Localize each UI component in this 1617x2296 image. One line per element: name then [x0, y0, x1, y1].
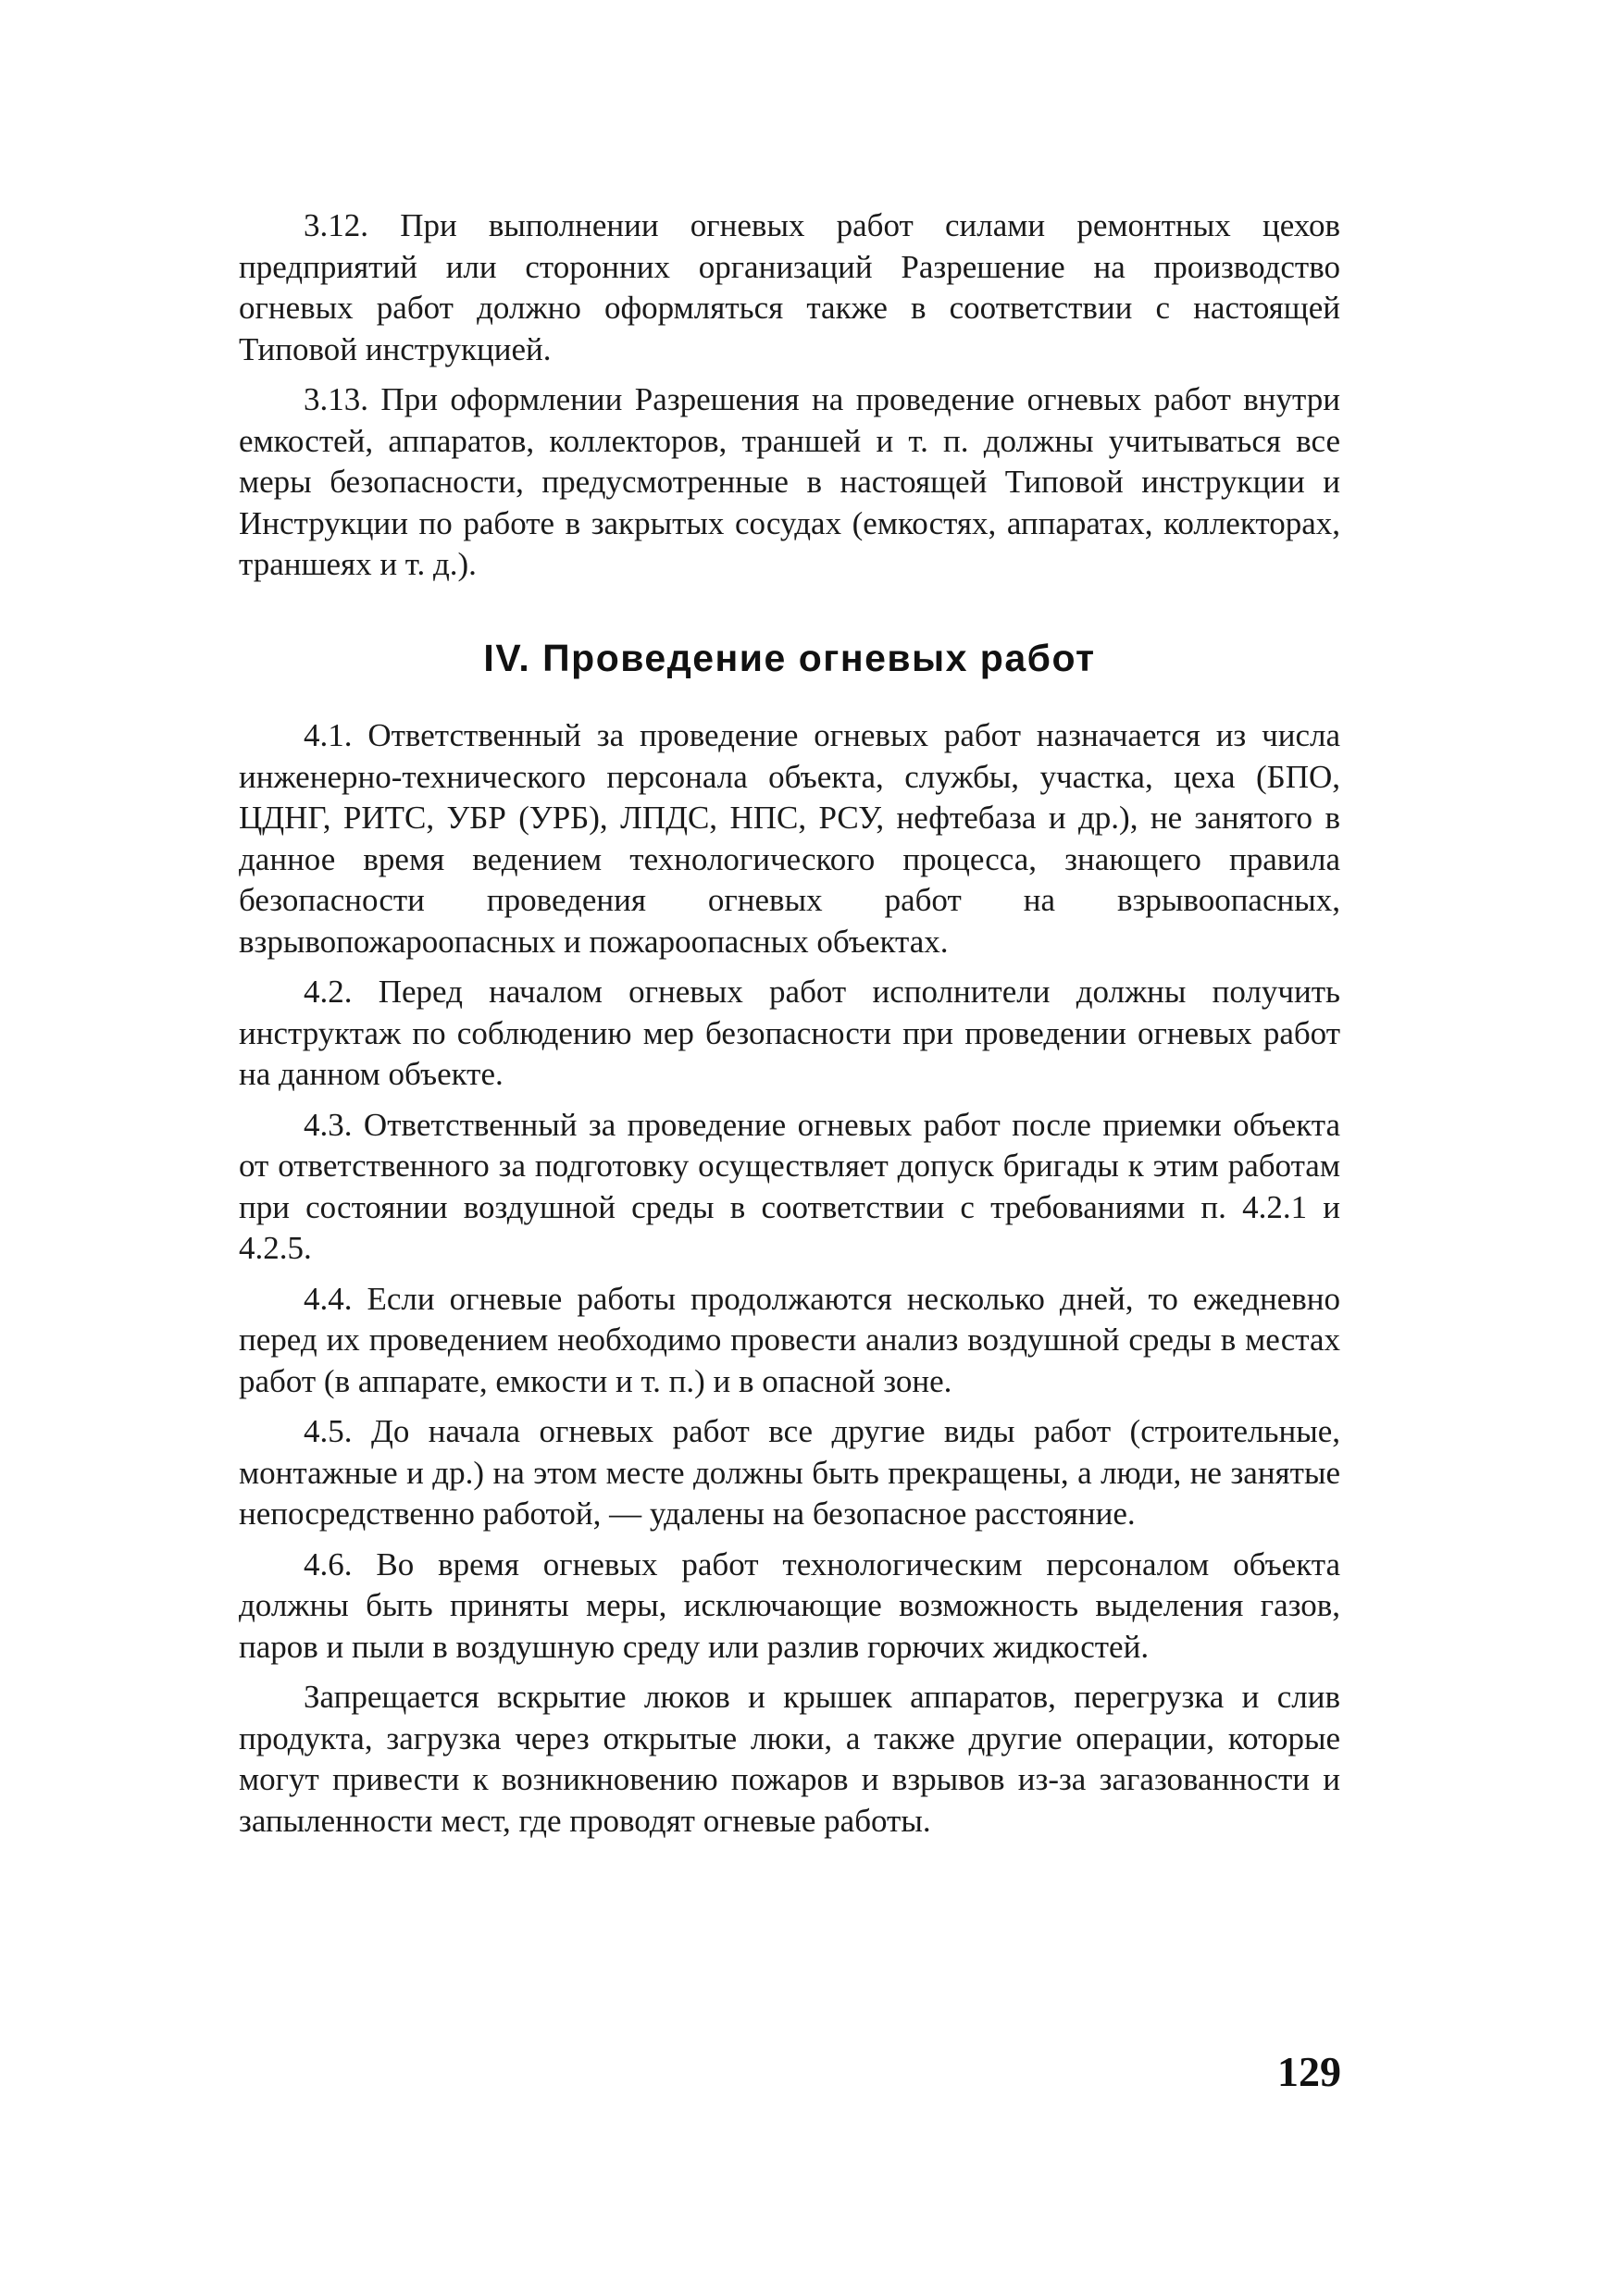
- paragraph-4-4: 4.4. Если огневые работы продолжаются несколько дней, то ежедневно перед их проведением необходимо провести анализ воздушной среды в местах работ (в аппарате, емкости и т. п.) и в опасной зоне.: [239, 1280, 1340, 1399]
- paragraph-prohibition: Запрещается вскрытие люков и крышек аппаратов, перегрузка и слив продукта, загрузка через открытые люки, а также другие операции, которые могут привести к возникновению пожаров и взрывов из-за загазованности и запыленности мест, где проводят огневые работы.: [239, 1679, 1340, 1839]
- paragraph-4-2: 4.2. Перед началом огневых работ исполнители должны получить инструктаж по соблюдению мер безопасности при проведении огневых работ на данном объекте.: [239, 974, 1340, 1092]
- paragraph-4-1: 4.1. Ответственный за проведение огневых работ назначается из числа инженерно-технического персонала объекта, службы, участка, цеха (БПО, ЦДНГ, РИТС, УБР (УРБ), ЛПДС, НПС, РСУ, нефтебаза и др.), не занятого в данное время ведением технологического процесса, знающего правила безопасности проведения огневых работ на взрывоопасных, взрывопожароопасных и пожароопасных объектах.: [239, 717, 1340, 960]
- section-heading: IV. Проведение огневых работ: [483, 636, 1096, 679]
- page-number: 129: [1277, 2048, 1341, 2095]
- paragraph-4-6: 4.6. Во время огневых работ технологическим персоналом объекта должны быть приняты меры, исключающие возможность выделения газов, паров и пыли в воздушную среду или разлив горючих жидкостей.: [239, 1545, 1340, 1665]
- paragraph-4-5: 4.5. До начала огневых работ все другие виды работ (строительные, монтажные и др.) на этом месте должны быть прекращены, а люди, не занятые непосредственно работой, — удалены на безопасное расстояние.: [239, 1413, 1340, 1532]
- paragraph-3-13: 3.13. При оформлении Разрешения на проведение огневых работ внутри емкостей, аппаратов, коллекторов, траншей и т. п. должны учитываться все меры безопасности, предусмотренные в настоящей Типовой инструкции и Инструкции по работе в закрытых сосудах (емкостях, аппаратах, коллекторах, траншеях и т. д.).: [239, 381, 1340, 582]
- paragraph-3-12: 3.12. При выполнении огневых работ силами ремонтных цехов предприятий или сторонних организаций Разрешение на производство огневых работ должно оформляться также в соответствии с настоящей Типовой инструкцией.: [239, 207, 1340, 367]
- document-page: [239, 205, 1340, 1851]
- paragraph-4-3: 4.3. Ответственный за проведение огневых работ после приемки объекта от ответственного за подготовку осуществляет допуск бригады к этим работам при состоянии воздушной среды в соответствии с требованиями п. 4.2.1 и 4.2.5.: [239, 1106, 1340, 1266]
